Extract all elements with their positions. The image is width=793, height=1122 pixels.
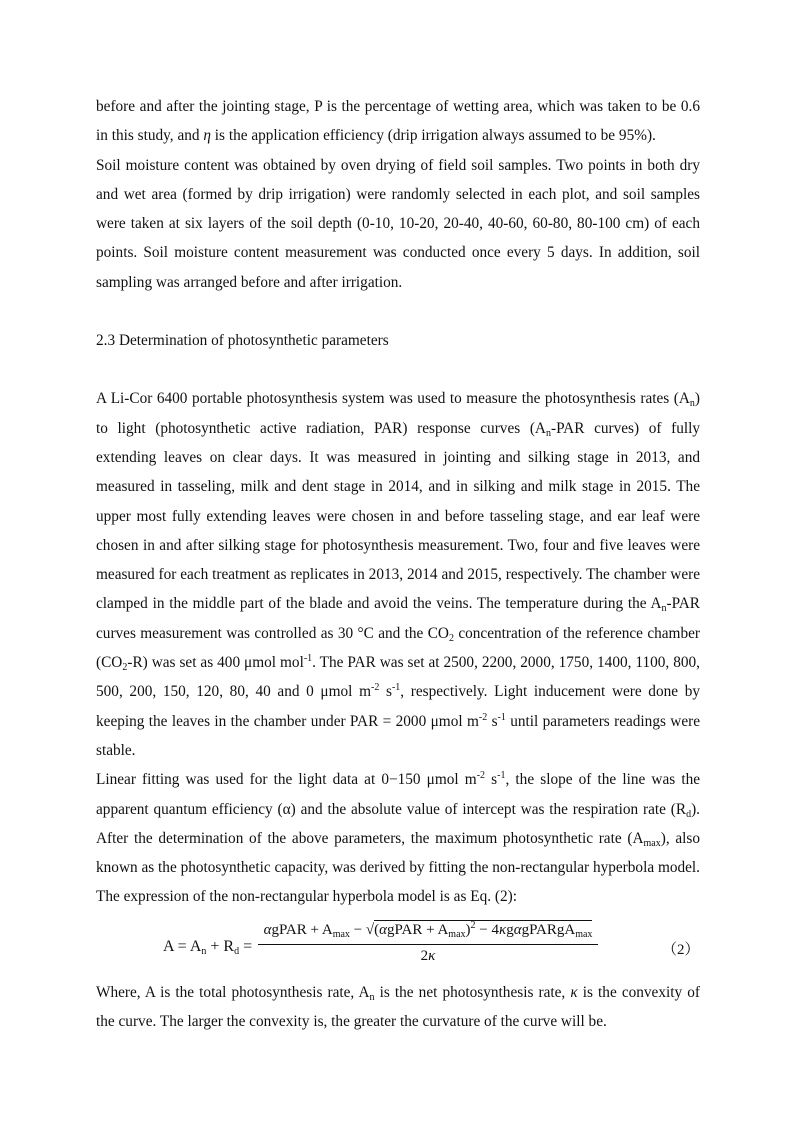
equation-2 <box>96 918 700 978</box>
subscript: max <box>643 837 661 849</box>
sqrt-body <box>374 920 592 938</box>
body-text: until parameters readings were stable. <box>96 712 701 759</box>
body-text: -PAR curves) of fully extending leaves on clear days. It was measured in jointing and silking stage in 2013, and measured in tasseling, milk and dent stage in 2014, and in silking and milk stage in 2015. The upper most fully extending leaves were chosen in and before tasseling stage, and ear leaf were chosen in and after silking stage for photosynthesis measurement. Two, four and five leaves were measured for each treatment as replicates in 2013, 2014 and 2015, respectively. The chamber were clamped in the middle part of the blade and avoid the veins. The temperature during the A <box>96 419 700 613</box>
spacer <box>96 355 700 384</box>
alpha-symbol: α <box>379 921 388 938</box>
kappa-symbol: κ <box>570 983 578 1001</box>
superscript: -2 <box>476 770 486 782</box>
subscript: n <box>689 398 695 410</box>
eq-text: 2 <box>420 947 429 964</box>
eq-text: A = A <box>163 937 202 955</box>
intro-paragraph <box>96 92 700 151</box>
body-text: s <box>485 771 498 789</box>
subscript: n <box>661 603 667 615</box>
body-text: ). After the determination of the above parameters, the maximum photosynthetic rate (A <box>96 800 700 847</box>
body-text: ) to light (photosynthetic active radiation, PAR) response curves (A <box>96 390 700 437</box>
subscript: d <box>234 945 240 957</box>
equation-numerator <box>258 918 598 942</box>
eq-text: gPAR + A <box>271 921 333 938</box>
superscript: -2 <box>478 711 488 723</box>
eq-text: g <box>506 921 514 938</box>
eq-text: = <box>239 937 253 955</box>
equation-number: （2） <box>662 941 700 958</box>
soil-moisture-paragraph: Soil moisture content was obtained by oven drying of field soil samples. Two points in both dry and wet area (formed by drip irrigation) were randomly selected in each plot, and soil samples were taken at six layers of the soil depth (0-10, 10-20, 20-40, 40-60, 60-80, 80-100 cm) of each points. Soil moisture content measurement was conducted once every 5 days. In addition, soil sampling was arranged before and after irrigation. <box>96 156 700 291</box>
body-text: -PAR curves measurement was controlled as 30 °C and the CO <box>96 595 700 642</box>
superscript: -1 <box>497 711 506 723</box>
eq-text: gPARgA <box>521 921 576 938</box>
body-text: s <box>487 712 498 730</box>
body-text: ), also known as the photosynthetic capacity, was derived by fitting the non-rectangular hyperbola model. The expression of the non-rectangular hyperbola model is as Eq. (2): <box>96 829 700 906</box>
eq-text: + R <box>206 937 235 955</box>
subscript: n <box>201 945 207 957</box>
section-heading: 2.3 Determination of photosynthetic parameters <box>96 332 389 350</box>
subscript: d <box>686 808 692 820</box>
kappa-symbol: κ <box>428 947 436 964</box>
body-text: s <box>379 683 392 701</box>
superscript: -1 <box>303 653 313 665</box>
body-text: -R) was set as 400 μmol mol <box>127 654 304 672</box>
intro-text: 0.6 in this study, and <box>96 98 700 145</box>
body-text: is the net photosynthesis rate, <box>374 983 571 1001</box>
linear-fitting-paragraph <box>96 765 700 911</box>
eta-symbol: η <box>203 127 211 145</box>
where-paragraph <box>96 978 700 1037</box>
equation-fraction <box>258 918 598 967</box>
eq-text: − 4 <box>475 921 499 938</box>
subscript: max <box>575 928 593 940</box>
subscript: n <box>369 991 375 1003</box>
superscript: 2 <box>470 919 476 931</box>
alpha-symbol: α <box>513 921 522 938</box>
photosynthesis-paragraph <box>96 384 700 765</box>
body-text: Where, A is the total photosynthesis rate, A <box>96 983 370 1001</box>
subscript: n <box>545 427 551 439</box>
intro-text: 95%). <box>618 127 656 145</box>
paper-page <box>96 92 700 1036</box>
spacer <box>96 297 700 326</box>
body-text: concentration of the reference chamber (CO <box>96 624 700 672</box>
body-text: Linear fitting was used for the light data at 0−150 μmol m <box>96 771 477 789</box>
equation-denominator <box>258 945 598 967</box>
kappa-symbol: κ <box>498 921 507 938</box>
intro-text: is the application efficiency (drip irrigation always assumed to be <box>210 127 616 145</box>
subscript: max <box>448 928 466 940</box>
equation-lhs <box>163 938 252 956</box>
subscript: 2 <box>122 662 128 674</box>
superscript: -1 <box>497 770 506 782</box>
subscript: 2 <box>448 632 454 644</box>
body-text: , respectively. Light inducement were done by keeping the leaves in the chamber under PAR = 2000 μmol m <box>96 683 700 730</box>
eq-text: − <box>349 921 366 938</box>
superscript: -1 <box>391 682 401 694</box>
subscript: max <box>332 928 350 940</box>
eq-text: gPAR + A <box>387 921 449 938</box>
body-text: is the convexity of the curve. The larger the convexity is, the greater the curvature of the curve will be. <box>96 983 700 1031</box>
superscript: -2 <box>370 682 380 694</box>
sqrt-symbol: √ <box>365 921 375 938</box>
eq-text: ( <box>374 921 380 938</box>
body-text: A Li-Cor 6400 portable photosynthesis system was used to measure the photosynthesis rates (A <box>96 390 690 408</box>
intro-text: before and after the jointing stage, P is the percentage of wetting area, which was taken to be <box>96 98 677 115</box>
eq-text: ) <box>465 921 471 938</box>
alpha-symbol: α <box>263 921 272 938</box>
body-text: , the slope of the line was the apparent quantum efficiency (α) and the absolute value of intercept was the respiration rate (R <box>96 771 701 818</box>
body-text: . The PAR was set at 2500, 2200, 2000, 1750, 1400, 1100, 800, 500, 200, 150, 120, 80, 40 and 0 μmol m <box>96 654 700 701</box>
